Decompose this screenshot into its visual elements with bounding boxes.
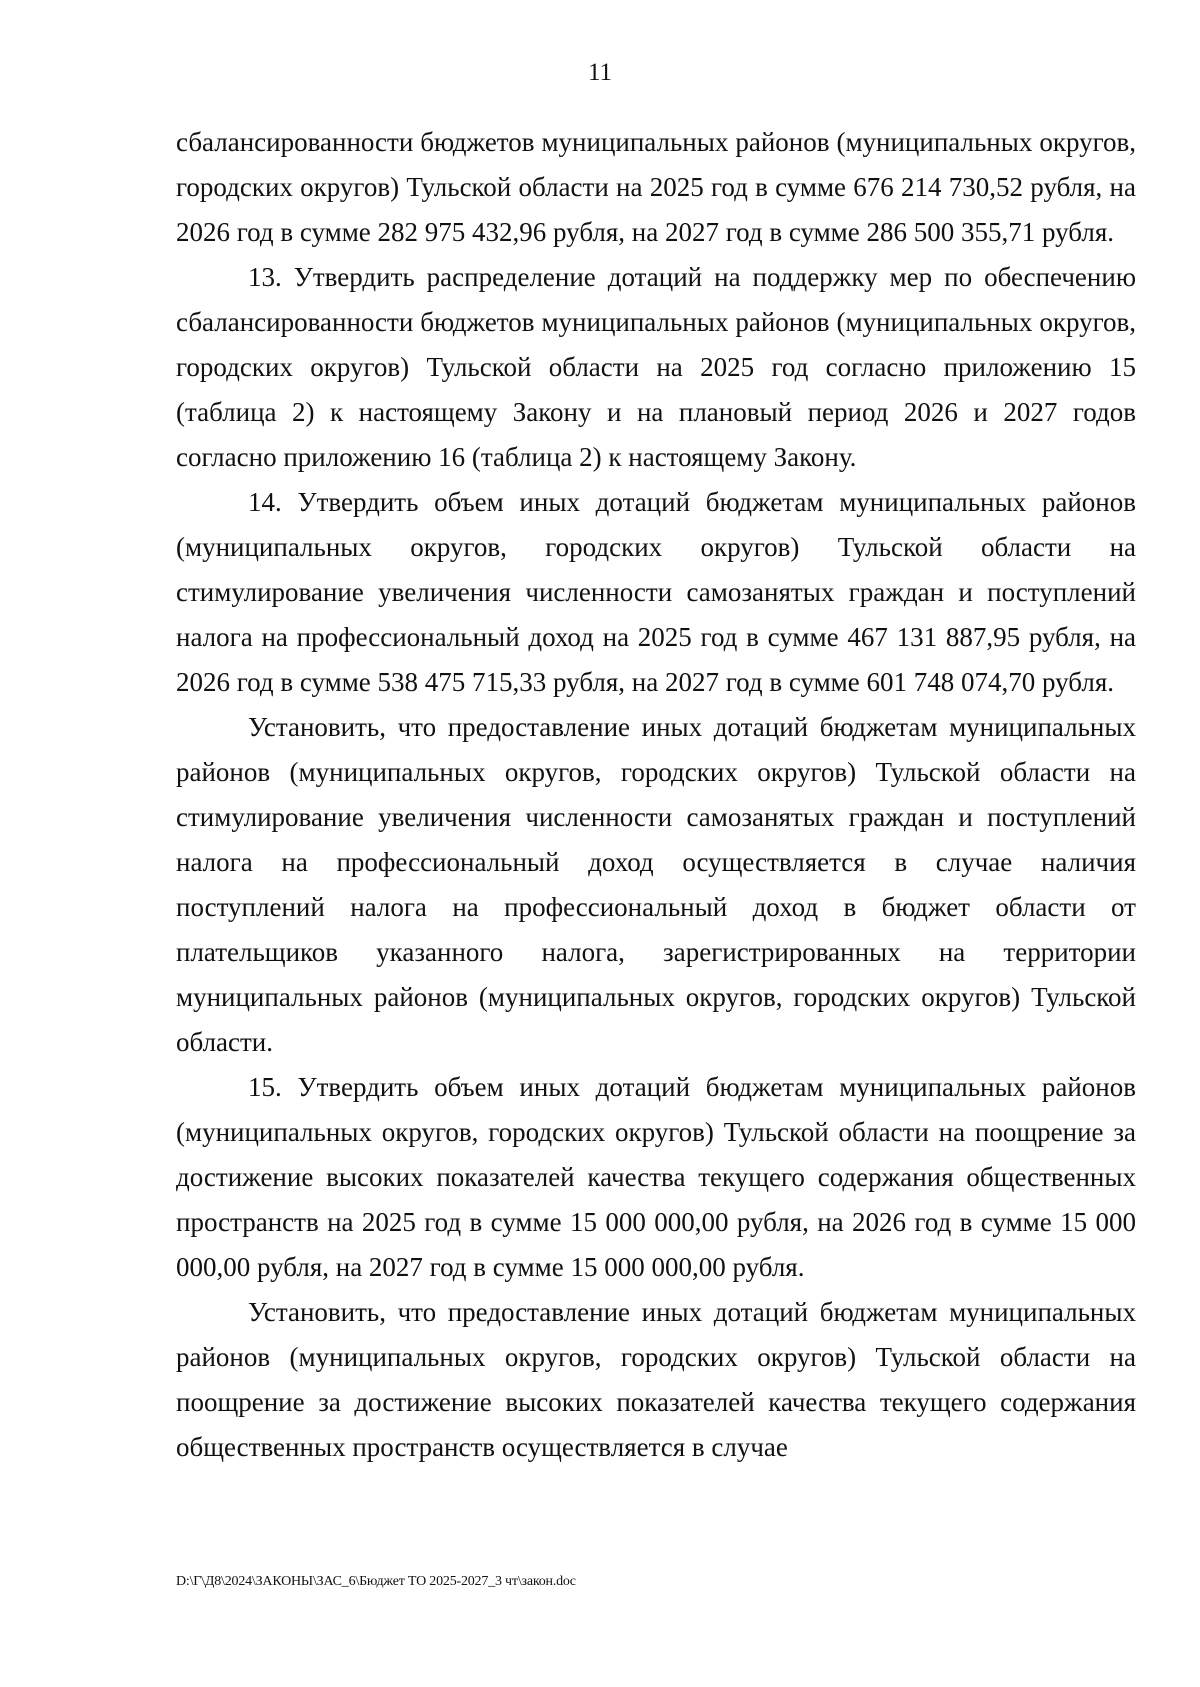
paragraph-continuation: сбалансированности бюджетов муниципальных районов (муниципальных округов, городских округов) Тульской области на 2025 год в сумме 676 214 730,52 рубля, на 2026 год в сумме 282 975 432,96 рубля, на 2027 год в сумме 286 500 355,71 рубля. [176,127,1136,247]
paragraph-item-14: 14. Утвердить объем иных дотаций бюджетам муниципальных районов (муниципальных округов, городских округов) Тульской области на стимулирование увеличения численности самозанятых граждан и поступлений налога на профессиональный доход на 2025 год в сумме 467 131 887,95 рубля, на 2026 год в сумме 538 475 715,33 рубля, на 2027 год в сумме 601 748 074,70 рубля. [176,487,1136,697]
paragraph-item-15-condition: Установить, что предоставление иных дотаций бюджетам муниципальных районов (муниципальных округов, городских округов) Тульской области на поощрение за достижение высоких показателей качества текущего содержания общественных пространств осуществляется в случае [176,1297,1136,1462]
paragraph-item-14-condition: Установить, что предоставление иных дотаций бюджетам муниципальных районов (муниципальных округов, городских округов) Тульской области на стимулирование увеличения численности самозанятых граждан и поступлений налога на профессиональный доход осуществляется в случае наличия поступлений налога на профессиональный доход в бюджет области от плательщиков указанного налога, зарегистрированных на территории муниципальных районов (муниципальных округов, городских округов) Тульской области. [176,712,1136,1057]
page-number: 11 [587,59,613,86]
paragraph-item-15: 15. Утвердить объем иных дотаций бюджетам муниципальных районов (муниципальных округов, городских округов) Тульской области на поощрение за достижение высоких показателей качества текущего содержания общественных пространств на 2025 год в сумме 15 000 000,00 рубля, на 2026 год в сумме 15 000 000,00 рубля, на 2027 год в сумме 15 000 000,00 рубля. [176,1072,1136,1282]
paragraph-item-13: 13. Утвердить распределение дотаций на поддержку мер по обеспечению сбалансированности бюджетов муниципальных районов (муниципальных округов, городских округов) Тульской области на 2025 год согласно приложению 15 (таблица 2) к настоящему Закону и на плановый период 2026 и 2027 годов согласно приложению 16 (таблица 2) к настоящему Закону. [176,262,1136,472]
document-body [176,120,1136,1470]
footer-file-path: D:\Г\Д8\2024\ЗАКОНЫ\ЗАС_6\Бюджет ТО 2025-2027_3 чт\закон.doc [176,1574,576,1589]
